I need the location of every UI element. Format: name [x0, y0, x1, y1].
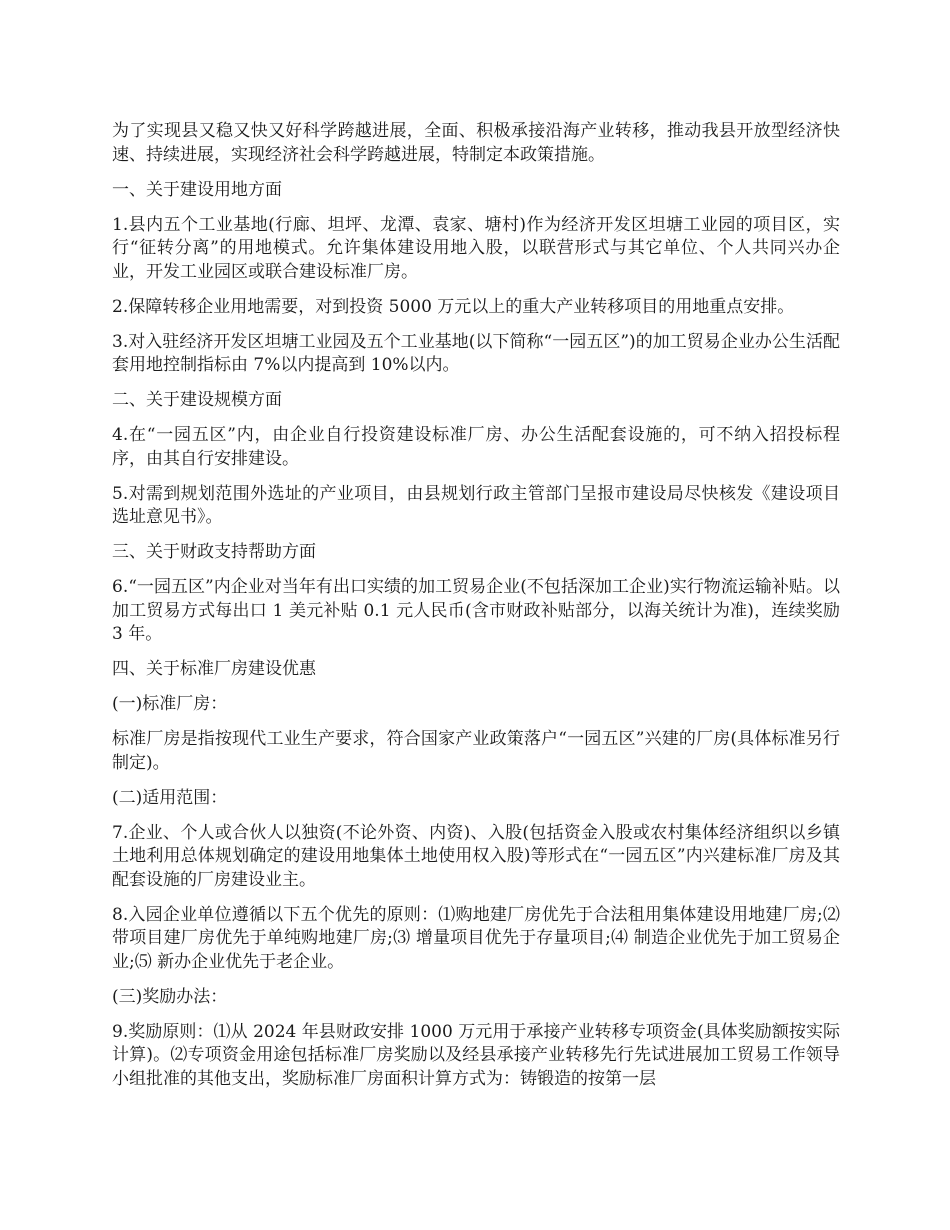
- clause-4: 4.在“一园五区”内，由企业自行投资建设标准厂房、办公生活配套设施的，可不纳入招投标程序，由其自行安排建设。: [112, 425, 840, 469]
- clause-9: 9.奖励原则：⑴从 2024 年县财政安排 1000 万元用于承接产业转移专项资金(具体奖励额按实际计算)。⑵专项资金用途包括标准厂房奖励以及经县承接产业转移先行先试进展加工贸易工作领导小组批准的其他支出，奖励标准厂房面积计算方式为：铸锻造的按第一层: [112, 1021, 840, 1089]
- clause-6: 6.“一园五区”内企业对当年有出口实绩的加工贸易企业(不包括深加工企业)实行物流运输补贴。以加工贸易方式每出口 1 美元补贴 0.1 元人民币(含市财政补贴部分，以海关统计为准)，连续奖励 3 年。: [112, 577, 840, 644]
- document-body: [112, 120, 840, 1103]
- clause-1: 1.县内五个工业基地(行廊、坦坪、龙潭、袁家、塘村)作为经济开发区坦塘工业园的项目区，实行“征转分离”的用地模式。允许集体建设用地入股，以联营形式与其它单位、个人共同兴办企业，开发工业园区或联合建设标准厂房。: [112, 214, 840, 282]
- clause-5: 5.对需到规划范围外选址的产业项目，由县规划行政主管部门呈报市建设局尽快核发《建设项目选址意见书》。: [112, 483, 840, 527]
- section-heading-scale: 二、关于建设规模方面: [112, 390, 282, 410]
- subheading-scope: (二)适用范围：: [112, 787, 228, 808]
- subheading-standard-factory: (一)标准厂房：: [112, 694, 228, 714]
- clause-8: 8.入园企业单位遵循以下五个优先的原则：⑴购地建厂房优先于合法租用集体建设用地建厂房;⑵ 带项目建厂房优先于单纯购地建厂房;⑶ 增量项目优先于存量项目;⑷ 制造企业优先于加工贸易企业;⑸ 新办企业优先于老企业。: [112, 904, 840, 972]
- clause-3: 3.对入驻经济开发区坦塘工业园及五个工业基地(以下简称“一园五区”)的加工贸易企业办公生活配套用地控制指标由 7%以内提高到 10%以内。: [112, 331, 840, 375]
- clause-2: 2.保障转移企业用地需要，对到投资 5000 万元以上的重大产业转移项目的用地重点安排。: [112, 296, 795, 317]
- standard-factory-definition: 标准厂房是指按现代工业生产要求，符合国家产业政策落户“一园五区”兴建的厂房(具体标准另行制定)。: [112, 729, 840, 773]
- subheading-rewards: (三)奖励办法：: [112, 986, 228, 1007]
- section-heading-finance: 三、关于财政支持帮助方面: [112, 542, 316, 562]
- section-heading-factory: 四、关于标准厂房建设优惠: [112, 659, 316, 679]
- intro-paragraph: 为了实现县又稳又快又好科学跨越进展，全面、积极承接沿海产业转移，推动我县开放型经济快速、持续进展，实现经济社会科学跨越进展，特制定本政策措施。: [112, 121, 840, 165]
- clause-7: 7.企业、个人或合伙人以独资(不论外资、内资)、入股(包括资金入股或农村集体经济组织以乡镇土地利用总体规划确定的建设用地集体土地使用权入股)等形式在“一园五区”内兴建标准厂房及其配套设施的厂房建设业主。: [112, 822, 840, 890]
- section-heading-land: 一、关于建设用地方面: [112, 179, 282, 200]
